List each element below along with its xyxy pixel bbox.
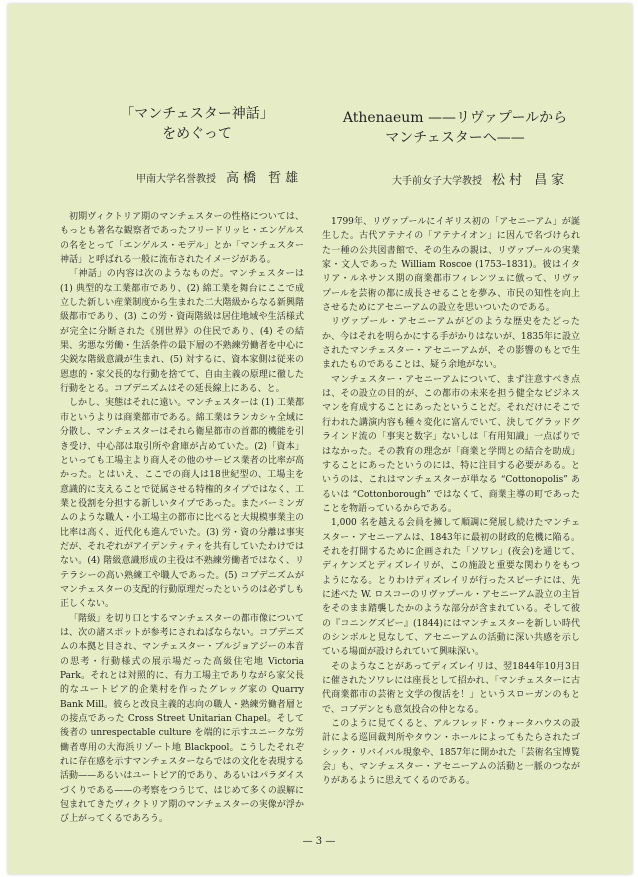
right-paragraph: そのようなことがあってディズレイリは、翌1844年10月3日に催されたソワレには座長として招かれ、「マンチェスターに古代商業都市の芸術と文学の復活を！」というスローガンのもとで、コブデンとも意気投合の仲となる。 (322, 661, 580, 715)
left-byline (136, 172, 302, 187)
left-paragraph: 「神話」の内容は次のようなものだ。マンチェスターは(1) 典型的な工業都市であり、(2) 綿工業を舞台にここで成立した新しい産業制度から生まれた二大階級からなる新興階級都市であり、(3) この労・資両階級は居住地域や生活様式が完全に分断された《別世界》の住民であり、(4) その結果、劣悪な労働・生活条件の最下層の不熟練労働者を中心に尖鋭な階級意識が生まれ、(5) 対するに、資本家側は従来の恩恵的・家父長的な行動を捨てて、自由主義の原理に徹した行動をとる。コブデニズムはその延長線上にある、と。 (60, 269, 304, 395)
left-title-line1: 「マンチェスター神話」 (120, 106, 274, 122)
left-article-body (60, 210, 304, 827)
right-paragraph: マンチェスター・アセニーアムについて、まず注意すべき点は、その設立の目的が、この都市の未来を担う健全なビジネスマンを育成することにあったということだ。それだけにそこで行われた講演内容も種々変化に富んでいて、決してグラッドグラインド流の「事実と数字」ないしは「有用知識」一点ばりではなかった。その教育の理念が「商業と学問との結合を助成」することにあったというのには、特に注目する必要がある。というのは、これはマンチェスターが単なる “Cottonopolis” あるいは “Cottonborough” ではなくて、商業主導の町であったことを物語っているからである。 (322, 374, 580, 514)
right-paragraph: 1,000 名を越える会員を擁して順調に発展し続けたマンチェスター・アセニーアムは、1843年に最初の財政的危機に陥る。それを打開するために企画された「ソワレ」(夜会)を通じて、ディケンズとディズレイリが、この施設と重要な関わりをもつようになる。とりわけディズレイリが行ったスピーチには、先に述べた W. ロスコーのリヴァプール・アセニーアム設立の主旨をそのまま踏襲したかのような部分が含まれている。そして彼の『コニングズビー』(1844)にはマンチェスターを新しい時代のシンボルと見なして、アセニーアムの活動に深い共感を示している場面が設けられていて興味深い。 (322, 518, 580, 658)
right-title-line2: マンチェスターへ—— (385, 130, 525, 146)
right-paragraph: このように見てくると、アルフレッド・ウォータハウスの設計による巡回裁判所やタウン・ホールによってもたらされたゴシック・リバイバル現象や、1857年に開かれた「芸術名宝博覧会」も、マンチェスター・アセニーアムの活動と一脈のつながりがあるように思えてくるのである。 (322, 719, 580, 787)
left-paragraph: しかし、実態はそれに遠い。マンチェスターは (1) 工業都市というよりは商業都市である。綿工業はランカシャ全域に分散し、マンチェスターはそれら衛星都市の首都的機能を引き受け、中心部は取引所や倉庫が占めていた。(2)「資本」といっても工場主より商人その他のサービス業者の比率が高かった。とはいえ、ここでの商人は18世紀型の、工場主を意識的に支えることで従属させる特権的タイプではなく、工業と役割を分担する新しいタイプであった。またバーミンガムのような職人・小工場主の都市に比べると大規模事業主の比率は高く、近代化も進んでいた。(3) 労・資の分離は事実だが、それぞれがアイデンティティを共有していたわけではない。(4) 階級意識形成の主役は不熟練労働者ではなく、リテラシーの高い熟練工や職人であった。(5) コブデニズムがマンチェスターの支配的行動原理だったというのは必ずしも正しくない。 (60, 398, 304, 610)
left-article-title (92, 104, 302, 144)
left-author-affiliation: 甲南大学名誉教授 (136, 174, 216, 185)
right-title-line1: Athenaeum ——リヴァプールから (342, 110, 568, 126)
left-paragraph: 「階級」を切り口とするマンチェスターの都市像については、次の諸スポットが参考にされねばならない。コブデニズムの本拠と目され、マンチェスター・ブルジョアジーの本音の思考・行動様式の展示場だった高級住宅地 Victoria Park。それとは対照的に、有力工場主でありながら家父長的なユートピア的企業村を作ったグレッグ家の Quarry Bank Mill。彼らと改良主義的志向の職人・熟練労働者層との接点であった Cross Street Unitarian Chapel。そして後者の unrespectable culture を端的に示すユニークな労働者専用の大海浜リゾート地 Blackpool。こうしたそれぞれに存在感を示すマンチェスターならではの文化を表現する活動——あるいはユートピア的であり、あるいはパラダイスづくりである——の考察をつうじて、はじめて多くの誤解に包まれてきたヴィクトリア期のマンチェスターの実像が浮かび上がってくるであろう。 (60, 613, 304, 825)
right-paragraph: 1799年、リヴァプールにイギリス初の「アセニーアム」が誕生した。古代アテナイの「アテナイオン」に因んで名づけられた一種の公共図書館で、その生みの親は、リヴァプールの実業家・文人であった William Roscoe (1753–1831)。彼はイタリア・ルネサンス期の商業都市フィレンツェに倣って、リヴァプールを芸術の都に成長させることを夢み、市民の知性を向上させるためにアセニーアムの設立を思いついたのである。 (322, 217, 580, 314)
right-article-title (330, 108, 580, 148)
right-author-name: 松村 昌家 (492, 173, 569, 188)
left-title-line2: をめぐって (162, 126, 232, 142)
right-byline (392, 174, 568, 189)
page-number: — 3 — (302, 836, 336, 847)
right-author-affiliation: 大手前女子大学教授 (392, 176, 482, 187)
left-author-name: 高橋 哲雄 (226, 171, 303, 186)
left-paragraph: 初期ヴィクトリア期のマンチェスターの性格については、もっとも著名な観察者であったフリードリッヒ・エンゲルスの名をとって「エンゲルス・モデル」とか「マンチェスター神話」と呼ばれる一般に流布されたイメージがある。 (60, 212, 304, 266)
right-article-body (322, 215, 580, 789)
right-paragraph: リヴァプール・アセニーアムがどのような歴史をたどったか、今はそれを明らかにする手がかりはないが、1835年に設立されたマンチェスター・アセニーアムが、その影響のもとで生まれたものであることは、疑う余地がない。 (322, 317, 580, 371)
